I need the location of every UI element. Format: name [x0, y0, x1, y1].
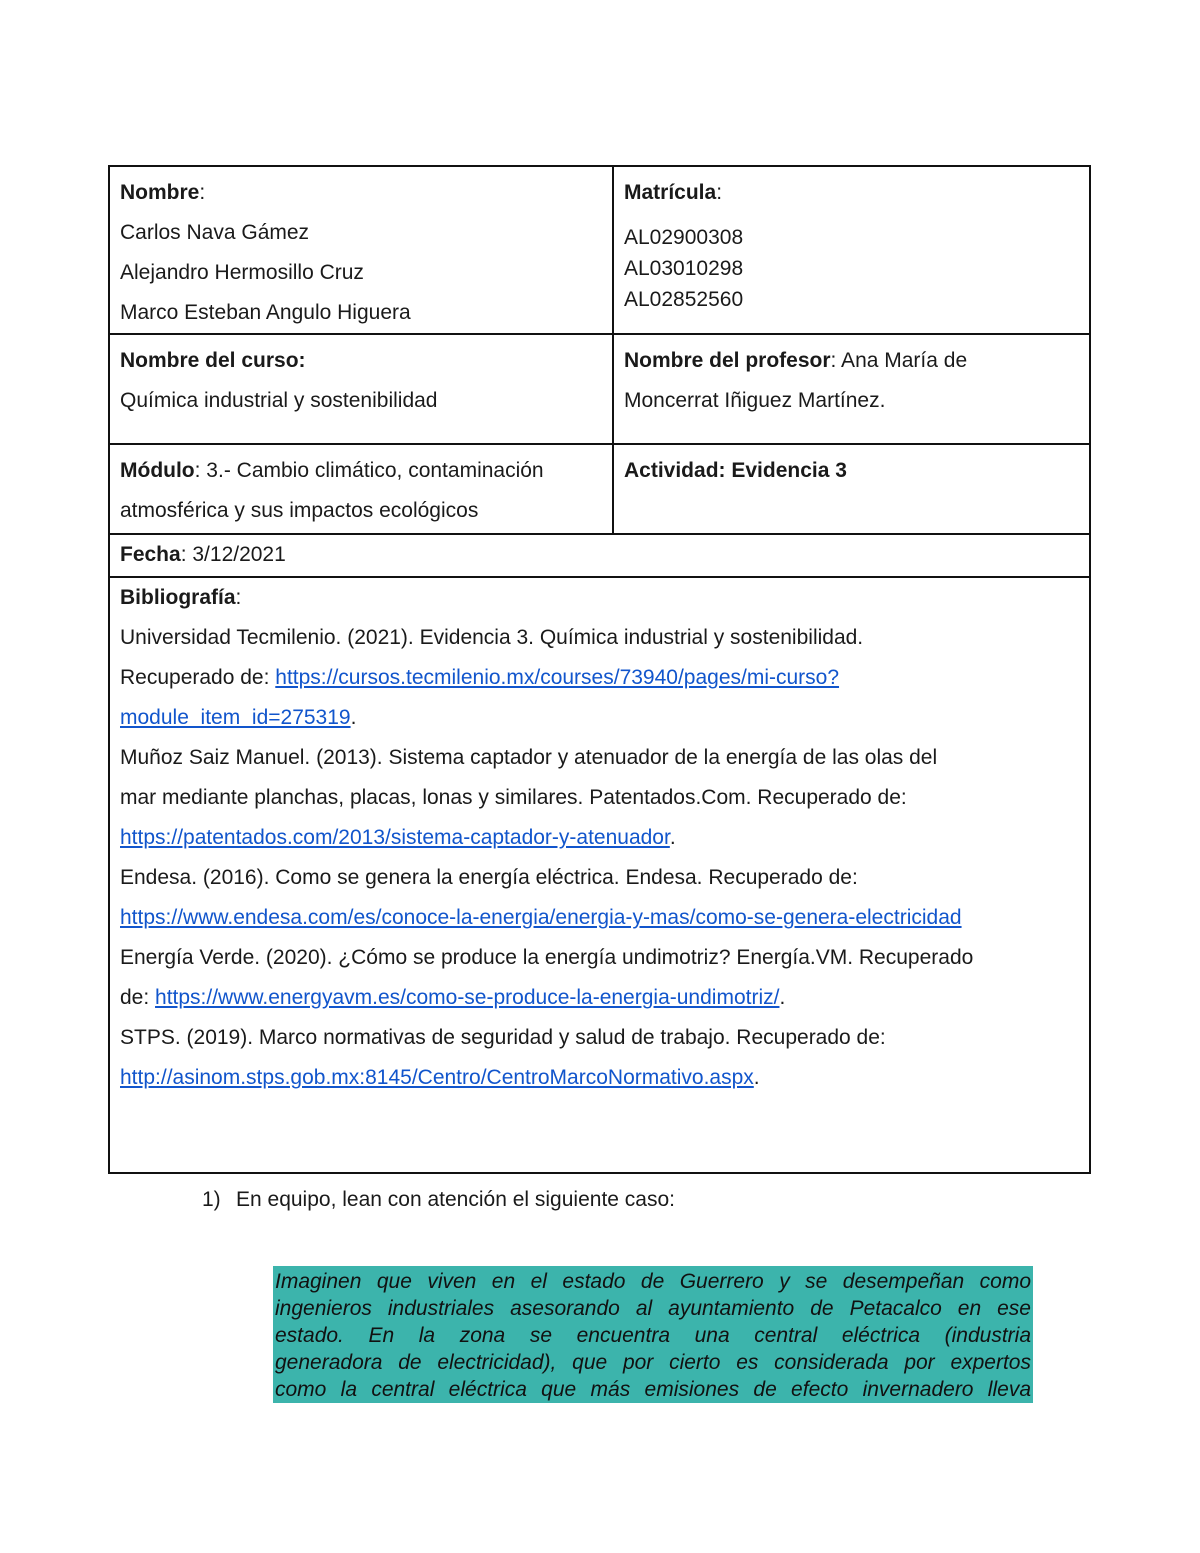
reference-link[interactable]: http://asinom.stps.gob.mx:8145/Centro/CentroMarcoNormativo.aspx	[120, 1066, 754, 1089]
nombre-label: Nombre	[120, 181, 200, 204]
student-name: Carlos Nava Gámez	[120, 221, 310, 244]
profesor-cell	[613, 334, 1090, 444]
reference-text: de:	[120, 986, 156, 1009]
case-line: como la central eléctrica que más emisiones de efecto invernadero lleva	[275, 1378, 1031, 1401]
question-1	[202, 1180, 675, 1220]
fecha-value: : 3/12/2021	[180, 543, 286, 566]
reference-text: Endesa. (2016). Como se genera la energía eléctrica. Endesa. Recuperado de:	[120, 866, 858, 889]
case-line: generadora de electricidad), que por cierto es considerada por expertos	[275, 1351, 1031, 1374]
actividad-cell	[613, 444, 1090, 534]
reference-link[interactable]: https://cursos.tecmilenio.mx/courses/73940/pages/mi-curso?	[275, 666, 840, 689]
nombre-cell: Nombre: Carlos Nava Gámez Alejandro Hermosillo Cruz Marco Esteban Angulo Higuera	[109, 166, 613, 334]
modulo-label: Módulo	[120, 459, 195, 482]
matricula-label: Matrícula	[624, 181, 717, 204]
header-table	[108, 165, 1091, 1174]
curso-name: Química industrial y sostenibilidad	[120, 389, 438, 412]
bibliografia-label: Bibliografía	[120, 586, 236, 609]
student-id: AL03010298	[624, 257, 744, 280]
bibliografia-cell: Bibliografía: Universidad Tecmilenio. (2021). Evidencia 3. Química industrial y sostenibilidad. Recuperado de: https://cursos.tecmilenio.mx/courses/73940/pages/mi-curso? module_item_id=275319. Muñoz Saiz Manuel. (2013). Sistema captador y atenuador de la energía de las olas del mar mediante planchas, placas, lonas y similares. Patentados.Com. Recuperado de: https://patentados.com/2013/sistema-captador-y-atenuador. Endesa. (2016). Como se genera la energía eléctrica. Endesa. Recuperado de: https://www.endesa.com/es/conoce-la-energia/energia-y-mas/como-se-genera-electricidad Energía Verde. (2020). ¿Cómo se produce la energía undimotriz? Energía.VM. Recuperado de: https://www.energyavm.es/como-se-produce-la-energia-undimotriz/. STPS. (2019). Marco normativas de seguridad y salud de trabajo. Recuperado de: http://asinom.stps.gob.mx:8145/Centro/CentroMarcoNormativo.aspx.	[109, 577, 1090, 1173]
curso-cell	[109, 334, 613, 444]
reference-link[interactable]: module_item_id=275319	[120, 706, 351, 729]
reference-text: mar mediante planchas, placas, lonas y similares. Patentados.Com. Recuperado de:	[120, 786, 907, 809]
reference-text: Recuperado de:	[120, 666, 276, 689]
reference-link[interactable]: https://www.energyavm.es/como-se-produce-la-energia-undimotriz/	[155, 986, 780, 1009]
modulo-cell	[109, 444, 613, 534]
student-name: Marco Esteban Angulo Higuera	[120, 301, 411, 324]
profesor-name: : Ana María de	[830, 349, 968, 372]
modulo-name-cont: atmosférica y sus impactos ecológicos	[120, 499, 479, 522]
question-text: En equipo, lean con atención el siguiente caso:	[236, 1188, 675, 1211]
reference-link[interactable]: https://patentados.com/2013/sistema-captador-y-atenuador	[120, 826, 670, 849]
student-id: AL02852560	[624, 288, 744, 311]
question-number: 1)	[202, 1188, 221, 1211]
curso-label: Nombre del curso:	[120, 349, 306, 372]
reference-text: Energía Verde. (2020). ¿Cómo se produce la energía undimotriz? Energía.VM. Recuperado	[120, 946, 974, 969]
student-name: Alejandro Hermosillo Cruz	[120, 261, 364, 284]
actividad-label: Actividad: Evidencia 3	[624, 459, 847, 482]
profesor-label: Nombre del profesor	[624, 349, 831, 372]
fecha-label: Fecha	[120, 543, 181, 566]
modulo-name: : 3.- Cambio climático, contaminación	[194, 459, 544, 482]
fecha-cell	[109, 534, 1090, 577]
case-highlight-box	[273, 1266, 1033, 1403]
student-id: AL02900308	[624, 226, 744, 249]
reference-link[interactable]: https://www.endesa.com/es/conoce-la-energia/energia-y-mas/como-se-genera-electricidad	[120, 906, 962, 929]
profesor-name-cont: Moncerrat Iñiguez Martínez.	[624, 389, 886, 412]
case-line: estado. En la zona se encuentra una central eléctrica (industria	[275, 1324, 1031, 1347]
reference-text: Muñoz Saiz Manuel. (2013). Sistema captador y atenuador de la energía de las olas del	[120, 746, 938, 769]
reference-text: STPS. (2019). Marco normativas de seguridad y salud de trabajo. Recuperado de:	[120, 1026, 886, 1049]
matricula-cell: Matrícula: AL02900308 AL03010298 AL02852560	[613, 166, 1090, 334]
case-line: Imaginen que viven en el estado de Guerrero y se desempeñan como	[275, 1270, 1031, 1293]
case-line: ingenieros industriales asesorando al ayuntamiento de Petacalco en ese	[275, 1297, 1031, 1320]
reference-text: Universidad Tecmilenio. (2021). Evidencia 3. Química industrial y sostenibilidad.	[120, 626, 864, 649]
